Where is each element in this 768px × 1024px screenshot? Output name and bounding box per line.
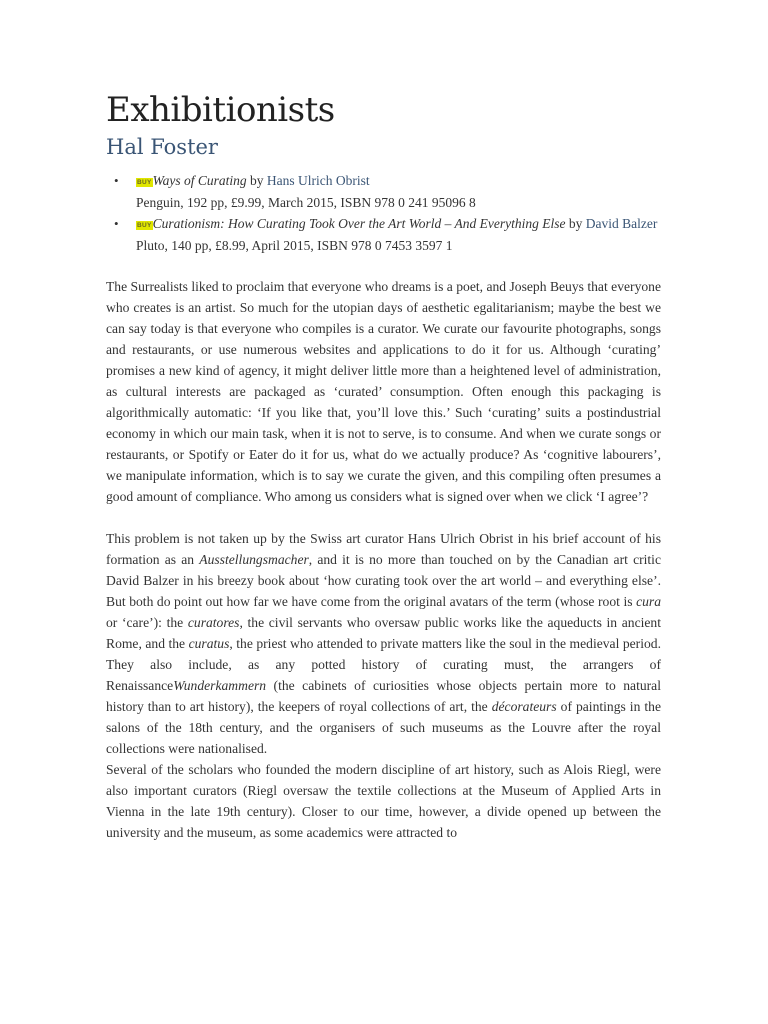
article <box>106 88 661 843</box>
book-item <box>106 213 661 256</box>
buy-button[interactable]: BUY <box>137 179 152 186</box>
text-run: , and it is no more than touched on by the Canadian art critic David Balzer in his breezy book about ‘how curating took over the art world – and everything else’. But both do point out how far we have come from the original avatars of the term (whose root is <box>106 552 661 609</box>
bullet-icon: • <box>114 216 119 231</box>
book-item <box>106 170 661 213</box>
italic-term: décorateurs <box>491 699 557 714</box>
book-by: by <box>565 216 586 231</box>
body-paragraph <box>106 528 661 759</box>
article-body <box>106 276 661 843</box>
italic-term: cura <box>636 594 661 609</box>
article-author[interactable]: Hal Foster <box>106 135 218 159</box>
text-run: , the priest who attended to private matters like the soul in the medieval period. They also include, as any potted history of curating must, the arrangers of Renaissance <box>106 636 661 693</box>
body-paragraph: The Surrealists liked to proclaim that everyone who dreams is a poet, and Joseph Beuys that everyone who creates is an artist. So much for the utopian days of aesthetic egalitarianism; maybe the best we can say today is that everyone who compiles is a curator. We curate our favourite photographs, songs and restaurants, or use numerous websites and applications to do it for us. Although ‘curating’ promises a new kind of agency, it might deliver little more than a heightened level of administration, as cultural interests are packaged as ‘curated’ consumption. Often enough this packaging is algorithmically automatic: ‘If you like that, you’ll love this.’ Such ‘curating’ suits a postindustrial economy in which our main task, when it is not to serve, is to consume. And when we curate songs or restaurants, or Spotify or Eater do it for us, what do we actually produce? As ‘cognitive labourers’, we manipulate information, which is to say we curate the given, and this compiling often presumes a good amount of compliance. Who among us considers what is signed over when we click ‘I agree’? <box>106 279 661 504</box>
text-run: , the civil servants who oversaw public works like the aqueducts in ancient Rome, and the <box>106 615 661 651</box>
book-by: by <box>246 173 267 188</box>
bullet-icon: • <box>114 173 119 188</box>
book-author-link[interactable]: Hans Ulrich Obrist <box>266 173 370 188</box>
book-details: Penguin, 192 pp, £9.99, March 2015, ISBN 978 0 241 95096 8 <box>136 194 476 210</box>
reviewed-books-list <box>106 170 661 256</box>
article-title: Exhibitionists <box>106 90 335 130</box>
text-run: or ‘care’): the <box>106 615 188 630</box>
italic-term: curatores <box>187 615 240 630</box>
body-paragraph: Several of the scholars who founded the modern discipline of art history, such as Alois Riegl, were also important curators (Riegl oversaw the textile collections at the Museum of Applied Arts in Vienna in the late 19th century). Closer to our time, however, a divide opened up between the university and the museum, as some academics were attracted to <box>106 762 661 840</box>
book-author-link[interactable]: David Balzer <box>585 216 658 231</box>
italic-term: Ausstellungsmacher <box>199 552 309 567</box>
text-run: This problem is not taken up by the Swiss art curator Hans Ulrich Obrist in his brief account of his formation as an <box>106 531 661 567</box>
book-title: Curationism: How Curating Took Over the Art World – And Everything Else <box>152 216 566 231</box>
buy-button[interactable]: BUY <box>137 222 152 229</box>
italic-term: Wunderkammern <box>173 678 267 693</box>
italic-term: curatus <box>188 636 230 651</box>
text-run: (the cabinets of curiosities whose objects pertain more to natural history than to art history), the keepers of royal collections of art, the <box>106 678 661 714</box>
text-run: of paintings in the salons of the 18th century, and the organisers of such museums as the Louvre after the royal collections were nationalised. <box>106 699 661 756</box>
book-title: Ways of Curating <box>152 173 247 188</box>
book-details: Pluto, 140 pp, £8.99, April 2015, ISBN 978 0 7453 3597 1 <box>136 237 453 253</box>
